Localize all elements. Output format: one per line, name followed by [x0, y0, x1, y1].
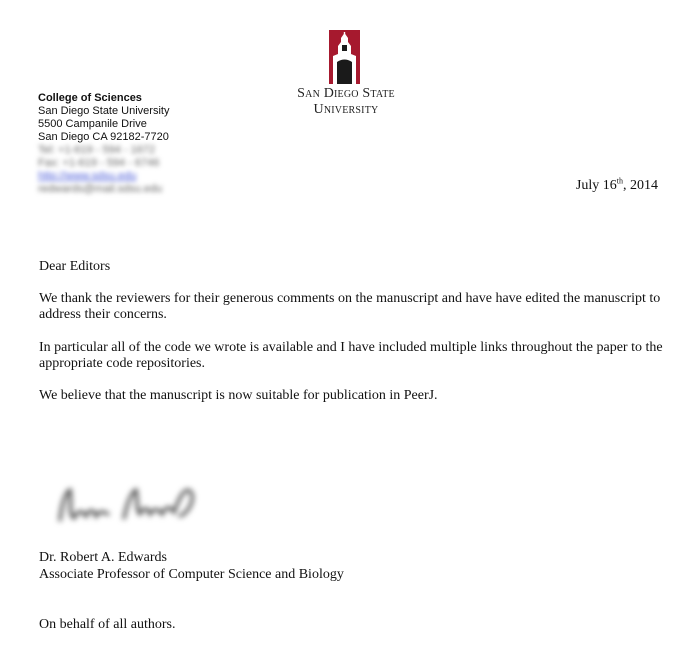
- paragraph-1: We thank the reviewers for their generous comments on the manuscript and have have edited the manuscript to address their concerns.: [39, 291, 661, 322]
- sender-tel: Tel: +1-619 - 594 - 1672: [38, 144, 156, 156]
- sender-website-link[interactable]: http://www.sdsu.edu: [38, 170, 137, 182]
- sender-department: College of Sciences: [38, 92, 142, 104]
- wordmark-line-1: San Diego State: [297, 86, 395, 101]
- sender-email: redwards@mail.sdsu.edu: [38, 183, 163, 195]
- handwritten-signature: [52, 480, 212, 528]
- sender-city: San Diego CA 92182-7720: [38, 131, 169, 143]
- sdsu-logo-icon: [329, 30, 360, 84]
- wordmark-line-2: University: [313, 102, 379, 117]
- signatory-title: Associate Professor of Computer Science and Biology: [39, 567, 344, 582]
- letter-date: [576, 178, 658, 194]
- closing-line: On behalf of all authors.: [39, 617, 176, 632]
- salutation: Dear Editors: [39, 259, 111, 274]
- sender-institution: San Diego State University: [38, 105, 170, 117]
- date-year: , 2014: [623, 178, 658, 193]
- date-ordinal: th: [616, 176, 623, 186]
- signatory-name: Dr. Robert A. Edwards: [39, 550, 167, 565]
- paragraph-3: We believe that the manuscript is now suitable for publication in PeerJ.: [39, 388, 438, 403]
- paragraph-2: In particular all of the code we wrote is available and I have included multiple links throughout the paper to the appropriate code repositories.: [39, 340, 663, 371]
- sender-address-block: [38, 92, 169, 196]
- sender-fax: Fax: +1-619 - 594 - 6746: [38, 157, 160, 169]
- university-wordmark: [284, 86, 408, 118]
- date-month-day: July 16: [575, 178, 617, 193]
- sender-street: 5500 Campanile Drive: [38, 118, 147, 130]
